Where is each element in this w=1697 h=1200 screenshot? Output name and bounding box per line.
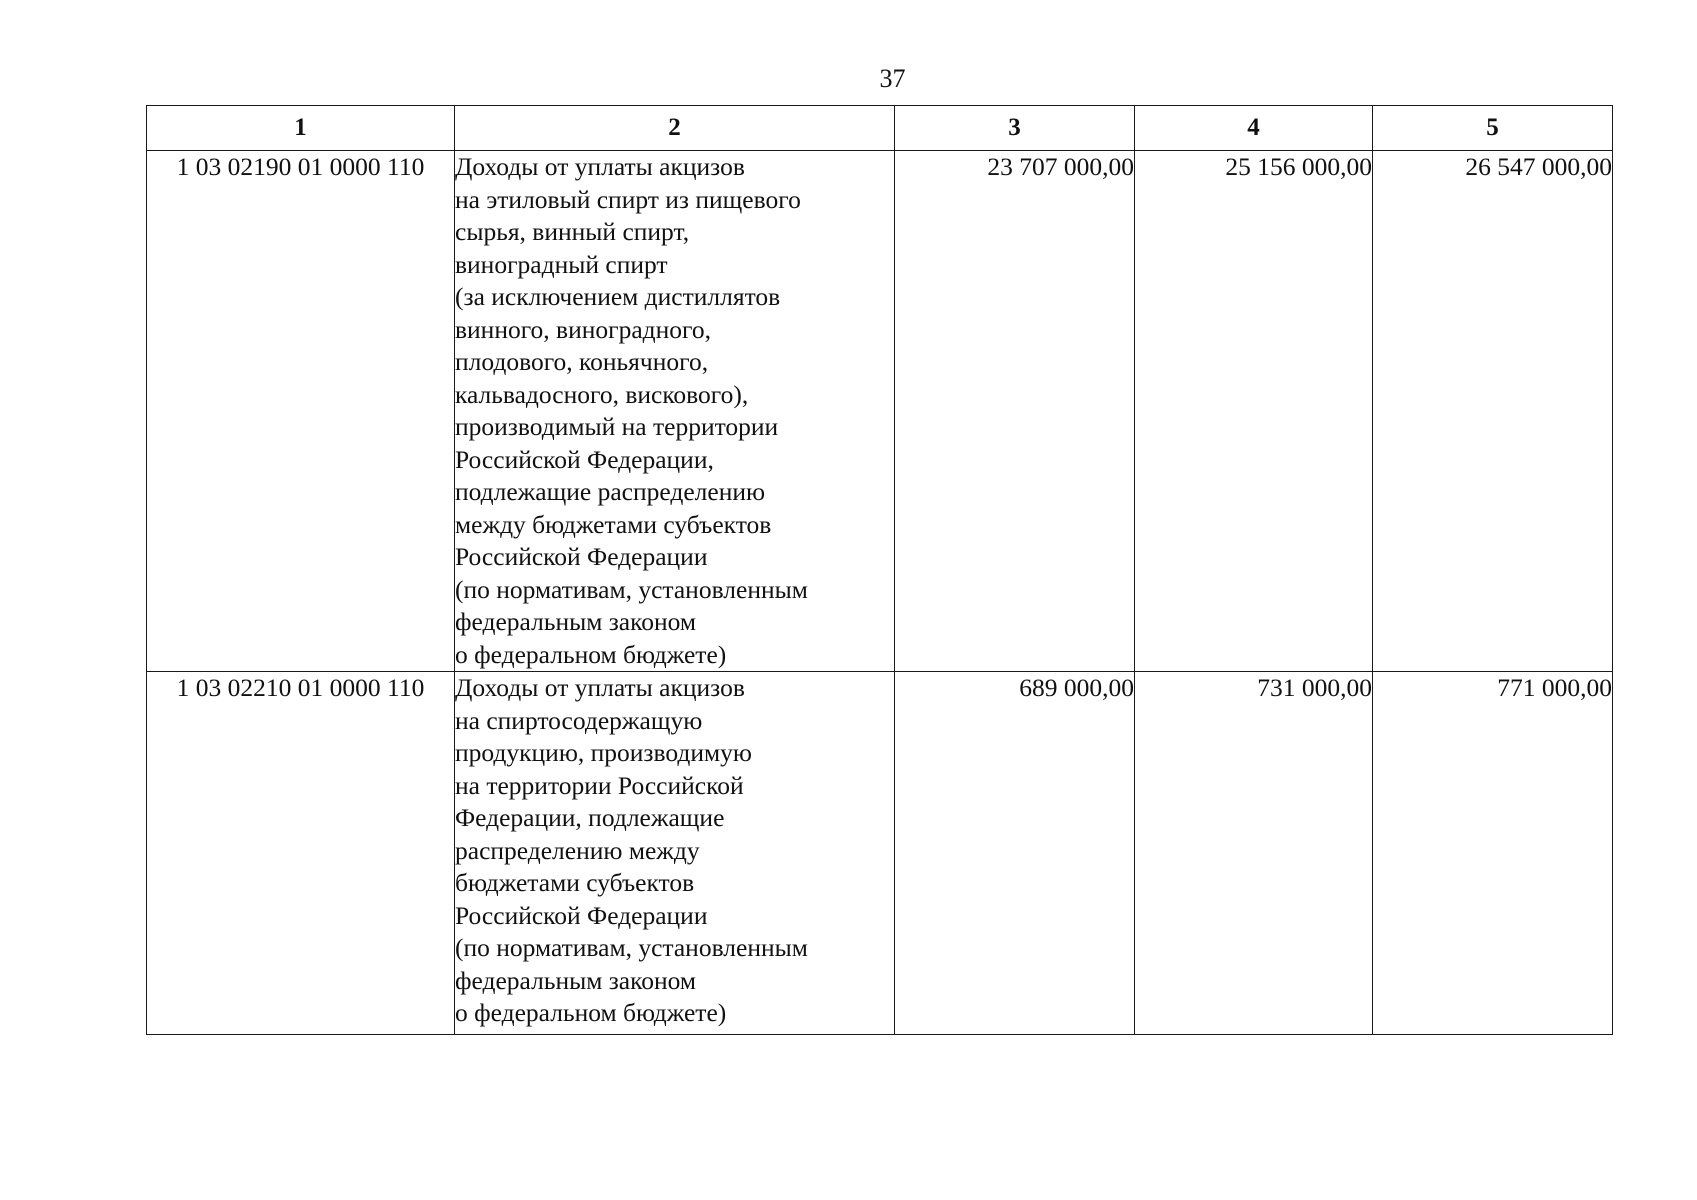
description-line: Российской Федерации,	[455, 444, 714, 474]
description-line: кальвадосного, вискового),	[455, 379, 749, 409]
column-header-3: 3	[895, 106, 1135, 151]
budget-code-cell: 1 03 02190 01 0000 110	[147, 151, 455, 672]
amount-col3-cell: 689 000,00	[895, 672, 1135, 1035]
description-line: (по нормативам, установленным	[455, 574, 808, 604]
description-line: Российской Федерации	[455, 900, 708, 930]
description-line: Доходы от уплаты акцизов	[455, 673, 745, 702]
revenue-table	[146, 105, 1613, 1035]
description-line: на спиртосодержащую	[455, 705, 703, 735]
column-header-1: 1	[147, 106, 455, 151]
description-line: Федерации, подлежащие	[455, 803, 725, 832]
description-line: Российской Федерации	[455, 542, 708, 571]
description-line: на территории Российской	[455, 770, 744, 800]
description-line: о федеральном бюджете)	[455, 998, 727, 1027]
description-line: на этиловый спирт из пищевого	[455, 184, 801, 214]
description-line: о федеральном бюджете)	[455, 639, 727, 669]
description-cell	[455, 151, 895, 672]
description-line: (по нормативам, установленным	[455, 933, 808, 962]
description-line: (за исключением дистиллятов	[455, 282, 781, 311]
table-row	[147, 672, 1613, 1035]
description-line: Доходы от уплаты акцизов	[455, 152, 745, 181]
column-header-5: 5	[1373, 106, 1613, 151]
description-line: виноградный спирт	[455, 249, 668, 279]
description-line: распределению между	[455, 835, 700, 865]
amount-col3-cell: 23 707 000,00	[895, 151, 1135, 672]
description-line: федеральным законом	[455, 607, 697, 636]
amount-col5-cell: 771 000,00	[1373, 672, 1613, 1035]
page-number: 37	[879, 64, 906, 93]
description-cell	[455, 672, 895, 1035]
description-line: бюджетами субъектов	[455, 868, 695, 897]
amount-col4-cell: 25 156 000,00	[1135, 151, 1373, 672]
column-header-4: 4	[1135, 106, 1373, 151]
amount-col4-cell: 731 000,00	[1135, 672, 1373, 1035]
budget-code-cell: 1 03 02210 01 0000 110	[147, 672, 455, 1035]
description-line: федеральным законом	[455, 965, 697, 995]
table-header-row	[147, 106, 1613, 151]
column-header-2: 2	[455, 106, 895, 151]
description-line: сырья, винный спирт,	[455, 217, 690, 246]
description-line: производимый на территории	[455, 412, 779, 441]
description-line: между бюджетами субъектов	[455, 509, 772, 539]
description-line: винного, виноградного,	[455, 314, 711, 344]
description-line: подлежащие распределению	[455, 477, 766, 506]
description-line: продукцию, производимую	[455, 738, 752, 767]
amount-col5-cell: 26 547 000,00	[1373, 151, 1613, 672]
table-row	[147, 151, 1613, 672]
description-line: плодового, коньячного,	[455, 347, 709, 376]
